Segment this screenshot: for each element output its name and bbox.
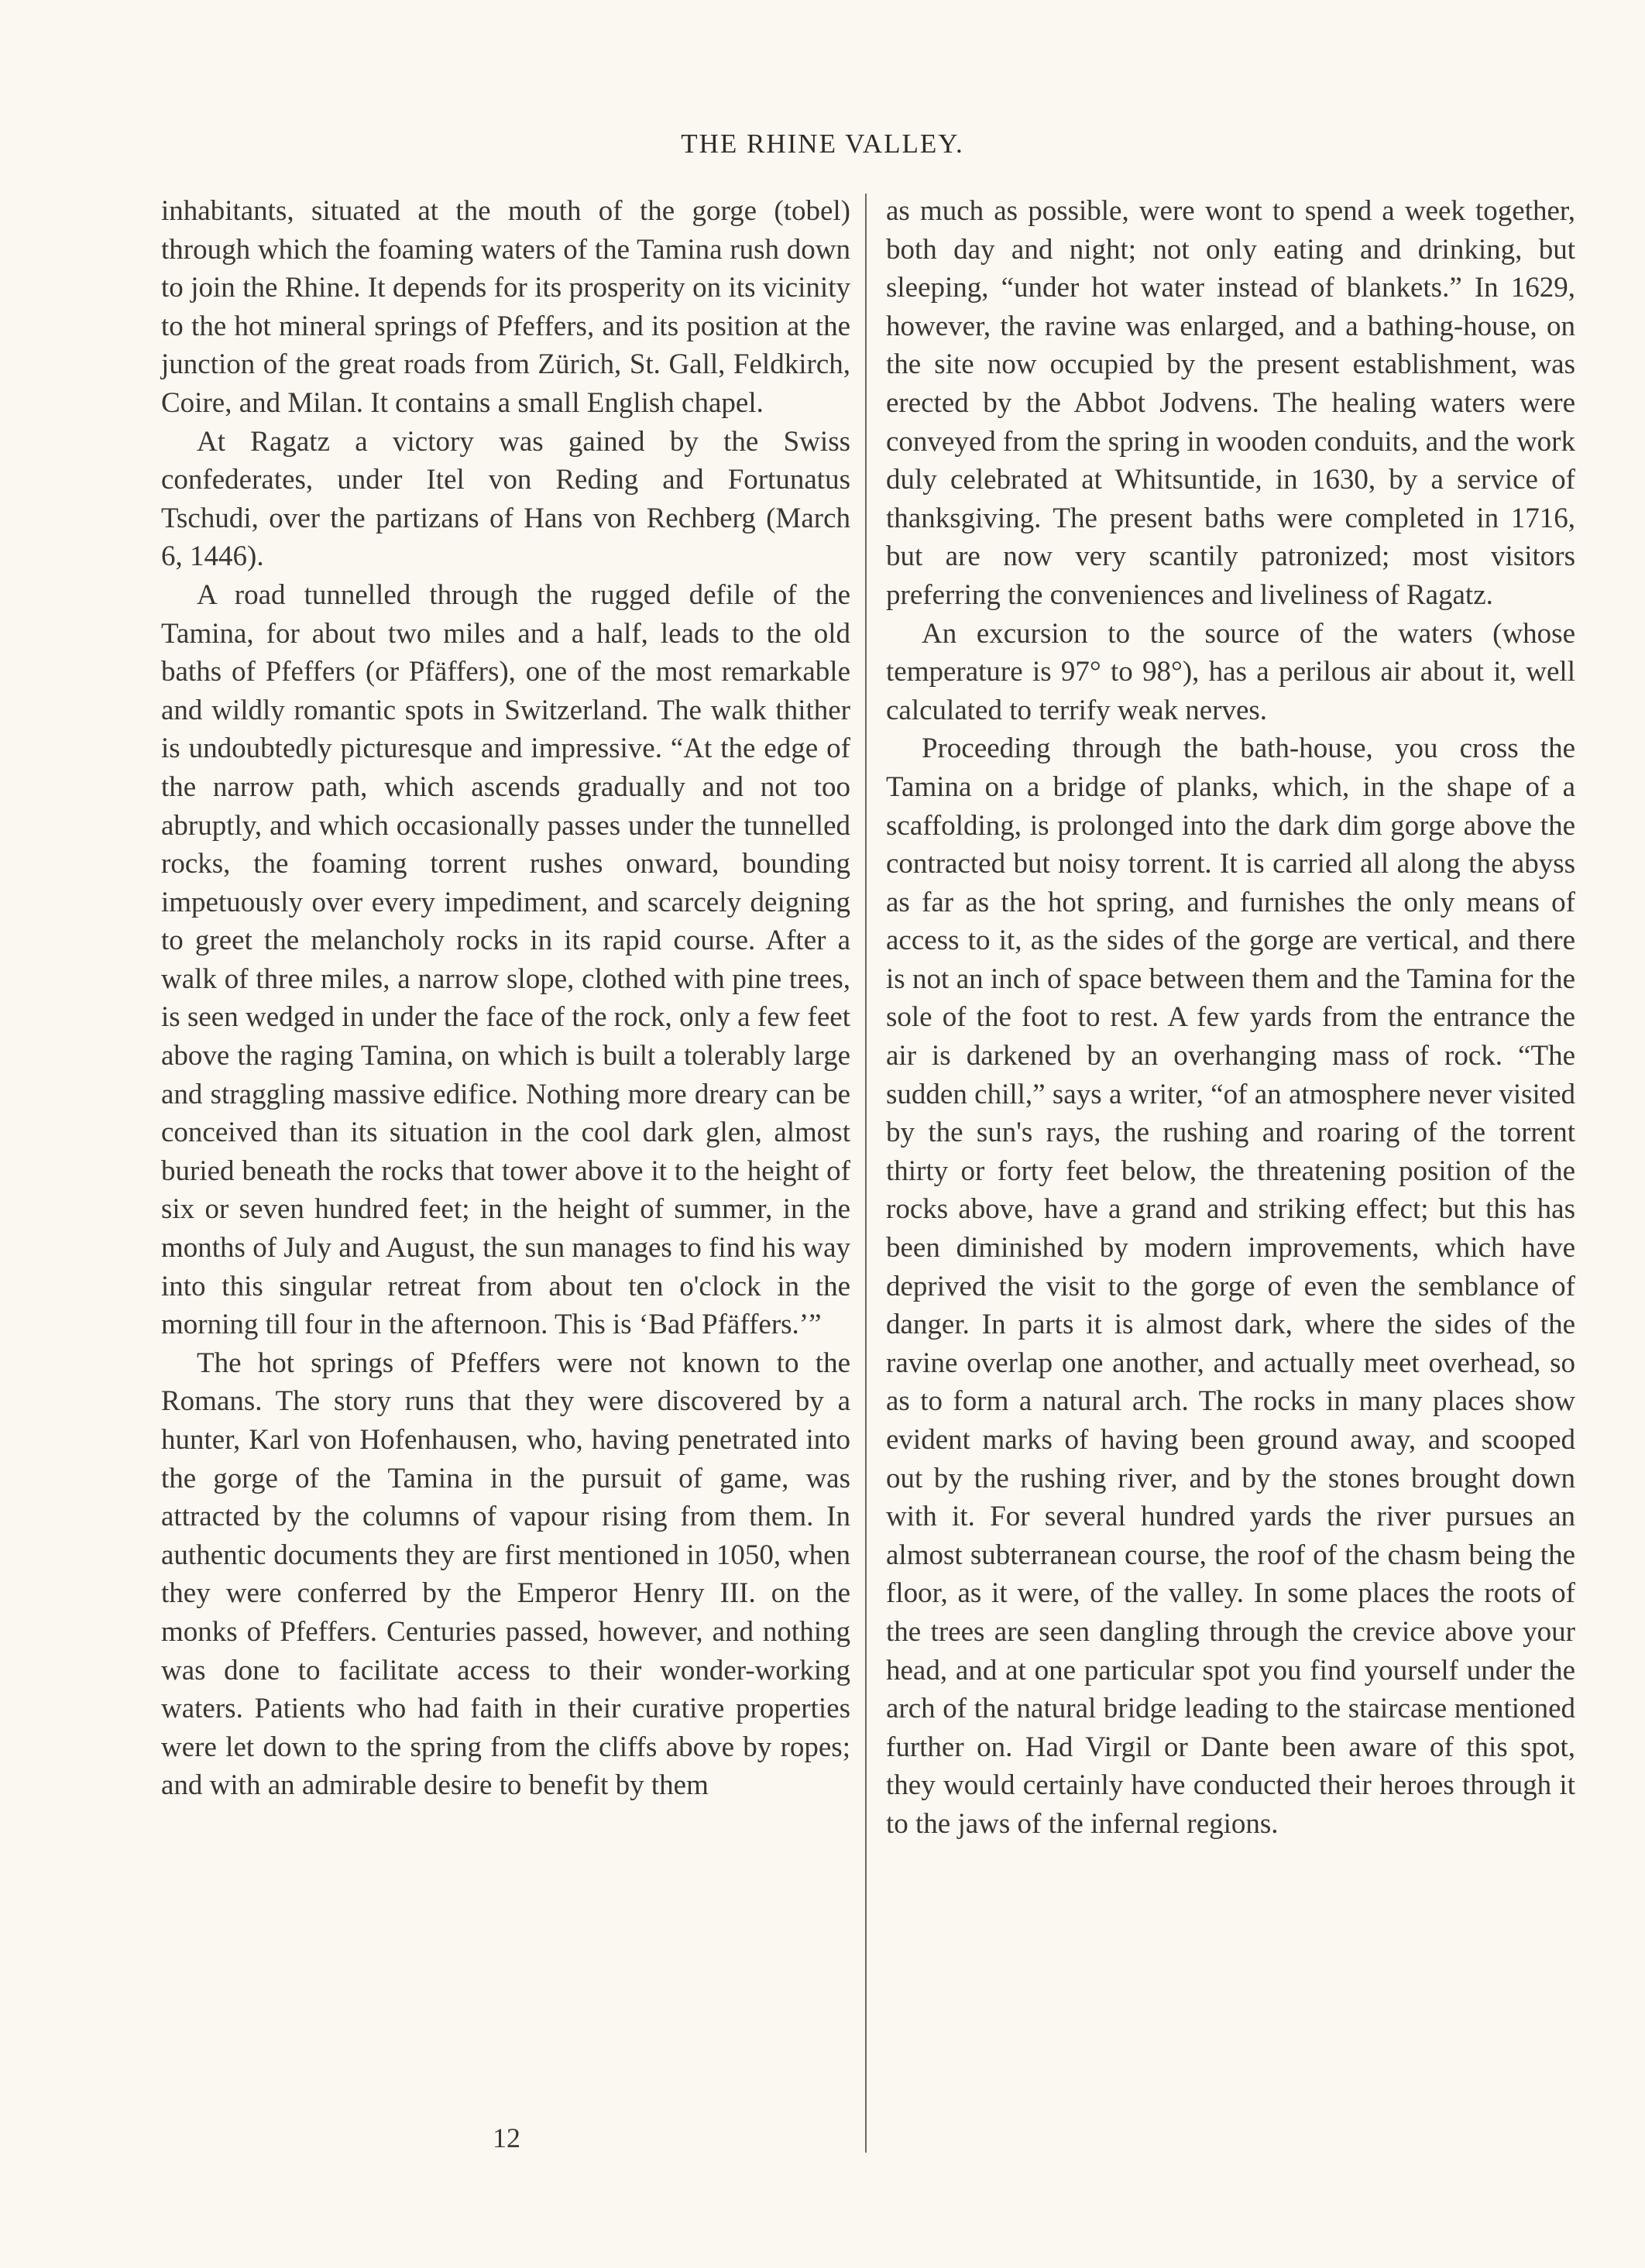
paragraph: A road tunnelled through the rugged defile of the Tamina, for about two miles and a half, leads to the old baths of Pfeffers (or Pfäffers), one of the most remarkable and wildly romantic spots in Switzerland. The walk thither is undoubtedly picturesque and impressive. “At the edge of the narrow path, which ascends gradually and not too abruptly, and which occasionally passes under the tunnelled rocks, the foaming torrent rushes onward, bounding impetuously over every impediment, and scarcely deigning to greet the melancholy rocks in its rapid course. After a walk of three miles, a narrow slope, clothed with pine trees, is seen wedged in under the face of the rock, only a few feet above the raging Tamina, on which is built a tolerably large and straggling massive edifice. Nothing more dreary can be conceived than its situation in the cool dark glen, almost buried beneath the rocks that tower above it to the height of six or seven hundred feet; in the height of summer, in the months of July and August, the sun manages to find his way into this singular retreat from about ten o'clock in the morning till four in the afternoon. This is ‘Bad Pfäffers.’”: [161, 578, 850, 1341]
running-head: THE RHINE VALLEY.: [681, 129, 964, 159]
page-number: 12: [493, 2122, 520, 2153]
left-text-column: [161, 192, 850, 1805]
column-divider: [865, 194, 867, 2153]
paragraph: inhabitants, situated at the mouth of the gorge (tobel) through which the foaming waters of the Tamina rush down to join the Rhine. It depends for its prosperity on its vicinity to the hot mineral springs of Pfeffers, and its position at the junction of the great roads from Zürich, St. Gall, Feldkirch, Coire, and Milan. It contains a small English chapel.: [161, 195, 850, 419]
paragraph: At Ragatz a victory was gained by the Swiss confederates, under Itel von Reding and Fortunatus Tschudi, over the partizans of Hans von Rechberg (March 6, 1446).: [161, 425, 850, 573]
right-text-column: [886, 192, 1575, 1844]
paragraph: An excursion to the source of the waters (whose temperature is 97° to 98°), has a perilous air about it, well calculated to terrify weak nerves.: [886, 617, 1575, 726]
paragraph: Proceeding through the bath-house, you cross the Tamina on a bridge of planks, which, in the shape of a scaffolding, is prolonged into the dark dim gorge above the contracted but noisy torrent. It is carried all along the abyss as far as the hot spring, and furnishes the only means of access to it, as the sides of the gorge are vertical, and there is not an inch of space between them and the Tamina for the sole of the foot to rest. A few yards from the entrance the air is darkened by an overhanging mass of rock. “The sudden chill,” says a writer, “of an atmosphere never visited by the sun's rays, the rushing and roaring of the torrent thirty or forty feet below, the threatening position of the rocks above, have a grand and striking effect; but this has been diminished by modern improvements, which have deprived the visit to the gorge of even the semblance of danger. In parts it is almost dark, where the sides of the ravine overlap one another, and actually meet overhead, so as to form a natural arch. The rocks in many places show evident marks of having been ground away, and scooped out by the rushing river, and by the stones brought down with it. For several hundred yards the river pursues an almost subterranean course, the roof of the chasm being the floor, as it were, of the valley. In some places the roots of the trees are seen dangling through the crevice above your head, and at one particular spot you find yourself under the arch of the natural bridge leading to the staircase mentioned further on. Had Virgil or Dante been aware of this spot, they would certainly have conducted their heroes through it to the jaws of the infernal regions.: [886, 733, 1575, 1840]
paragraph: The hot springs of Pfeffers were not known to the Romans. The story runs that they were discovered by a hunter, Karl von Hofenhausen, who, having penetrated into the gorge of the Tamina in the pursuit of game, was attracted by the columns of vapour rising from them. In authentic documents they are first mentioned in 1050, when they were conferred by the Emperor Henry III. on the monks of Pfeffers. Centuries passed, however, and nothing was done to facilitate access to their wonder-working waters. Patients who had faith in their curative properties were let down to the spring from the cliffs above by ropes; and with an admirable desire to benefit by them: [161, 1347, 850, 1802]
paragraph: as much as possible, were wont to spend a week together, both day and night; not only eating and drinking, but sleeping, “under hot water instead of blankets.” In 1629, however, the ravine was enlarged, and a bathing-house, on the site now occupied by the present establishment, was erected by the Abbot Jodvens. The healing waters were conveyed from the spring in wooden conduits, and the work duly celebrated at Whitsuntide, in 1630, by a service of thanksgiving. The present baths were completed in 1716, but are now very scantily patronized; most visitors preferring the conveniences and liveliness of Ragatz.: [886, 195, 1575, 611]
